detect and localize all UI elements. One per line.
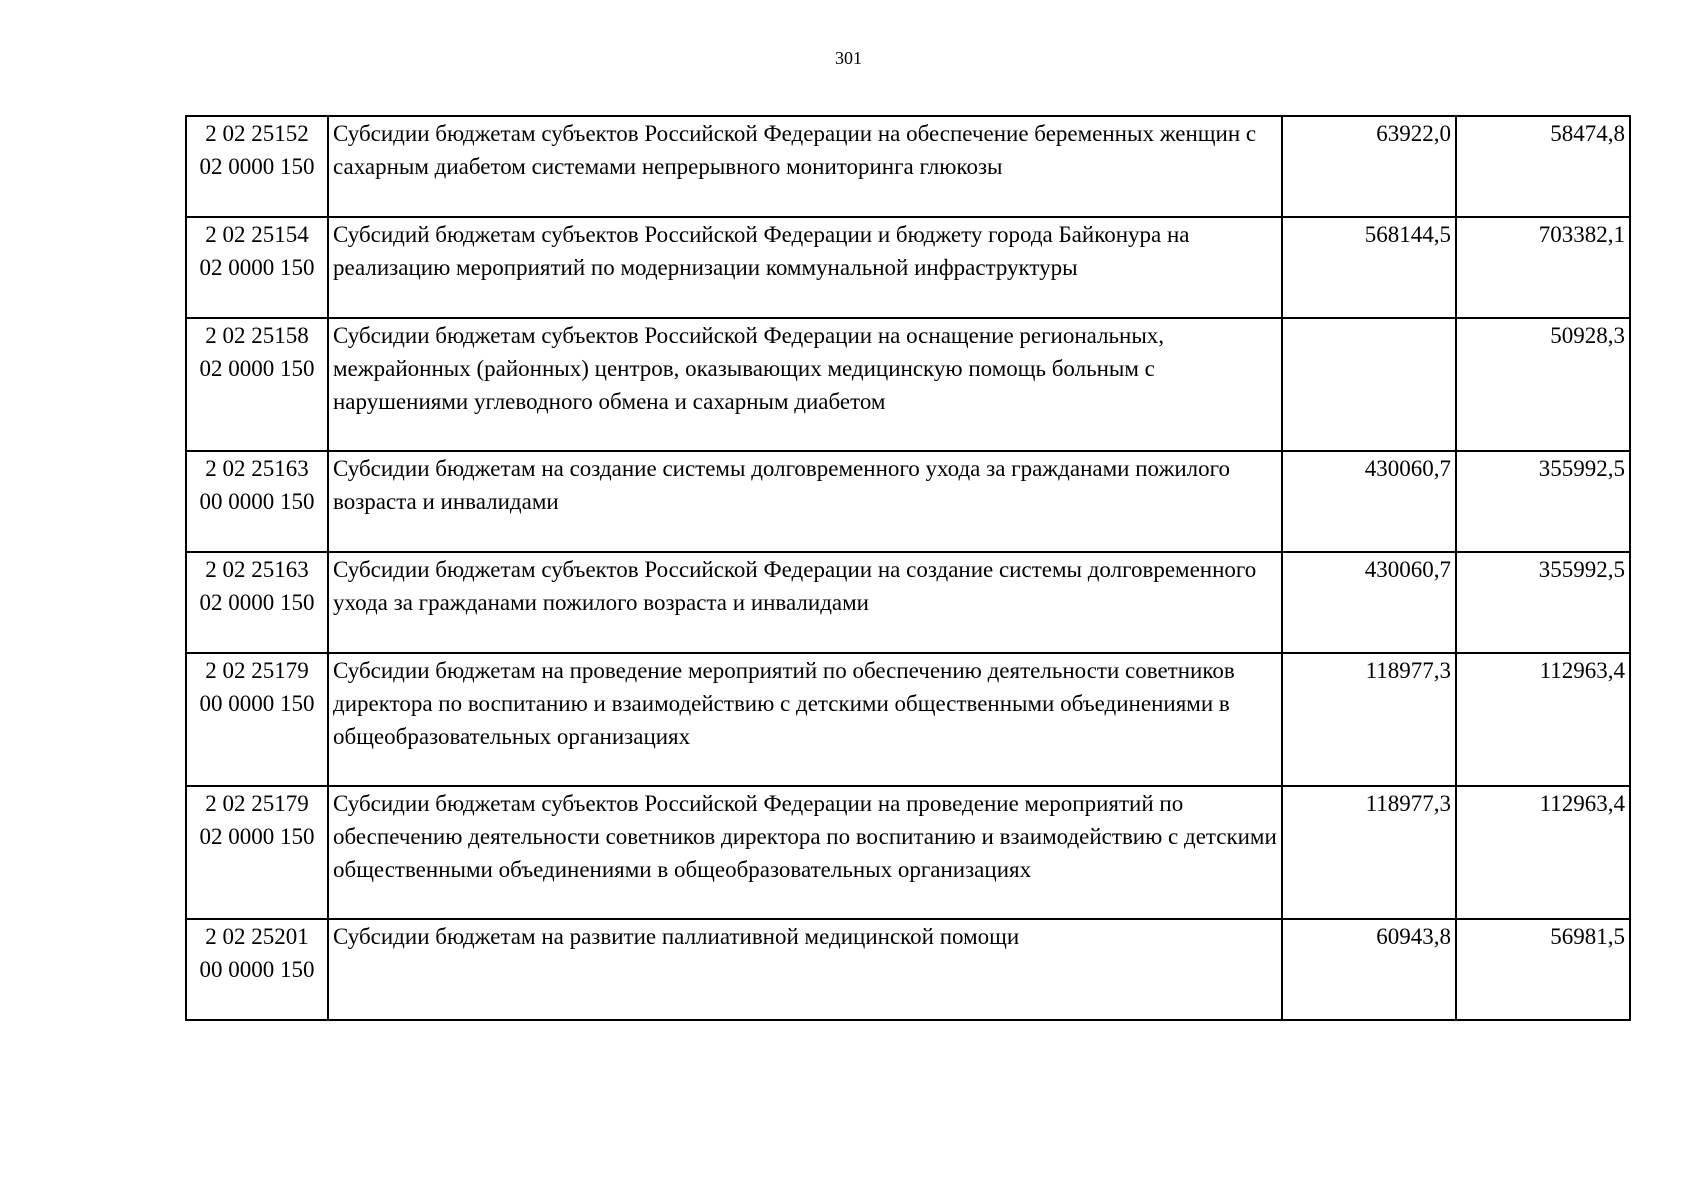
budget-description: Субсидии бюджетам на проведение мероприятий по обеспечению деятельности советников директора по воспитанию и взаимодействию с детскими общественными объединениями в общеобразовательных организациях (328, 653, 1282, 786)
budget-description: Субсидии бюджетам на создание системы долговременного ухода за гражданами пожилого возраста и инвалидами (328, 451, 1282, 552)
table-row (186, 116, 1630, 217)
table-row (186, 919, 1630, 1020)
budget-code: 2 02 25201 00 0000 150 (186, 919, 328, 1020)
page-number: 301 (835, 48, 862, 68)
amount-second: 50928,3 (1456, 318, 1630, 451)
amount-first: 118977,3 (1282, 786, 1456, 919)
budget-code: 2 02 25163 02 0000 150 (186, 552, 328, 653)
budget-description: Субсидии бюджетам субъектов Российской Федерации на проведение мероприятий по обеспечению деятельности советников директора по воспитанию и взаимодействию с детскими общественными объединениями в общеобразовательных организациях (328, 786, 1282, 919)
table-row (186, 786, 1630, 919)
amount-second: 355992,5 (1456, 451, 1630, 552)
budget-description: Субсидий бюджетам субъектов Российской Федерации и бюджету города Байконура на реализацию мероприятий по модернизации коммунальной инфраструктуры (328, 217, 1282, 318)
amount-second: 58474,8 (1456, 116, 1630, 217)
budget-code: 2 02 25152 02 0000 150 (186, 116, 328, 217)
table-row (186, 217, 1630, 318)
amount-first: 430060,7 (1282, 451, 1456, 552)
amount-first: 430060,7 (1282, 552, 1456, 653)
budget-description: Субсидии бюджетам субъектов Российской Федерации на создание системы долговременного ухода за гражданами пожилого возраста и инвалидами (328, 552, 1282, 653)
amount-first (1282, 318, 1456, 451)
amount-second: 112963,4 (1456, 786, 1630, 919)
table-row (186, 318, 1630, 451)
budget-description: Субсидии бюджетам субъектов Российской Федерации на обеспечение беременных женщин с сахарным диабетом системами непрерывного мониторинга глюкозы (328, 116, 1282, 217)
budget-description: Субсидии бюджетам субъектов Российской Федерации на оснащение региональных, межрайонных (районных) центров, оказывающих медицинскую помощь больным с нарушениями углеводного обмена и сахарным диабетом (328, 318, 1282, 451)
budget-table (185, 115, 1631, 1021)
budget-code: 2 02 25163 00 0000 150 (186, 451, 328, 552)
amount-first: 568144,5 (1282, 217, 1456, 318)
budget-description: Субсидии бюджетам на развитие паллиативной медицинской помощи (328, 919, 1282, 1020)
budget-code: 2 02 25154 02 0000 150 (186, 217, 328, 318)
table-row (186, 653, 1630, 786)
amount-second: 703382,1 (1456, 217, 1630, 318)
table-row (186, 552, 1630, 653)
amount-first: 63922,0 (1282, 116, 1456, 217)
amount-first: 60943,8 (1282, 919, 1456, 1020)
budget-code: 2 02 25179 02 0000 150 (186, 786, 328, 919)
budget-code: 2 02 25179 00 0000 150 (186, 653, 328, 786)
amount-second: 56981,5 (1456, 919, 1630, 1020)
amount-second: 355992,5 (1456, 552, 1630, 653)
table-row (186, 451, 1630, 552)
budget-code: 2 02 25158 02 0000 150 (186, 318, 328, 451)
amount-second: 112963,4 (1456, 653, 1630, 786)
amount-first: 118977,3 (1282, 653, 1456, 786)
